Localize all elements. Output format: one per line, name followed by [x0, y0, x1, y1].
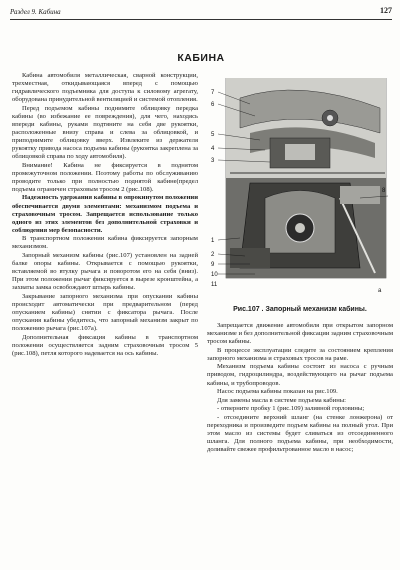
callout-label: 9	[211, 262, 215, 268]
callout-label: 5	[211, 132, 215, 138]
paragraph: В процессе эксплуатации следите за состоянием крепления запорного механизма и страховых тросов на раме.	[207, 346, 393, 362]
page-title: КАБИНА	[177, 52, 225, 64]
right-column	[207, 322, 393, 455]
list-item: - отверните пробку 1 (рис.109) заливной горловины;	[217, 405, 365, 413]
callout-label: 11	[211, 282, 218, 288]
callout-label: 1	[211, 238, 215, 244]
paragraph: Механизм подъема кабины состоит из насоса с ручным приводом, гидроцилиндра, воздействующего на рычаг подъема кабины, и трубопроводов.	[207, 363, 393, 387]
callout-label: 7	[211, 90, 215, 96]
left-column	[12, 72, 198, 358]
figure-caption: Рис.107 . Запорный механизм кабины.	[233, 306, 367, 313]
paragraph: Для замены масла в системе подъема кабины:	[217, 396, 346, 404]
callout-label: 4	[211, 146, 215, 152]
list-item: - отсоедините верхний шланг (на стенке лонжерона) от переходника и произведите подъем кабины на полный угол. При этом масло из системы будет сливаться из отсоединенного шланга. Для полного подъема кабины, при необходимости, доливайте свежее профильтрованное масло в насос;	[207, 414, 393, 454]
paragraph: Насос подъема кабины показан на рис.109.	[217, 388, 338, 396]
subfigure-label: а	[378, 288, 382, 294]
section-title: Раздел 9. Кабина	[10, 8, 61, 16]
callout-label: 10	[211, 272, 218, 278]
warning-paragraph: Внимание! Кабина не фиксируется в поднятом промежуточном положении. Поэтому работы по обслуживанию проводите только при полностью поднятой кабине(предел подъема ограничен страховым тросом 2 (рис.108).	[12, 161, 198, 193]
paragraph: Кабина автомобиля металлическая, сварной конструкции, трехместная, откидывающаяся вперед с помощью гидравлического подъемника для доступа к силовому агрегату, оборудована принудительной вентиляцией и системой отопления.	[12, 72, 198, 104]
running-header	[10, 6, 392, 20]
bold-paragraph: Надежность удержания кабины в опрокинутом положении обеспечивается двумя элементами: механизмом подъема и страховочным тросом. Запрещается использование только одного из этих элементов без дополнительной страховки и соблюдения мер безопасности.	[12, 194, 198, 234]
callout-label: 3	[211, 158, 215, 164]
paragraph: Закрывание запорного механизма при опускании кабины происходит автоматически при предварительном (перед опусканием кабины) снятии с фиксатора рычага. После опускания кабины убедитесь, что запорный механизм закрыт по положению рычага (рис.107а).	[12, 292, 198, 333]
paragraph: В транспортном положении кабина фиксируется запорным механизмом.	[12, 235, 198, 251]
page-number: 127	[380, 6, 392, 15]
paragraph: Перед подъемом кабины поднимите облицовку передка кабины (во избежание ее повреждения), для чего, находясь впереди кабины, руками подтяните на себя две рукоятки, расположенные внизу справа и слева за облицовкой, и приподнимите облицовку вверх. Извлеките из держателя рукоятку привода насоса подъема кабины (рукоятка закреплена за облицовкой справа по ходу автомобиля).	[12, 104, 198, 161]
callout-label: 6	[211, 102, 215, 108]
callout-label: 2	[211, 252, 215, 258]
callout-label: 8	[382, 188, 386, 194]
paragraph: Запрещается движение автомобиля при открытом запорном механизме и без дополнительной фиксации задним страховочным тросом кабины.	[207, 322, 393, 346]
paragraph: Дополнительная фиксация кабины в транспортном положении осуществляется задним страховочным тросом 5 (рис.108), петля которого надевается на ось кабины.	[12, 333, 198, 357]
paragraph: Запорный механизм кабины (рис.107) установлен на задней балке опоры кабины. Открывается с помощью рукоятки, вставляемой во втулку рычага и поворотом его на себя (вниз). При этом положении рычаг фиксируется в вырезе кронштейна, а захваты замка освобождают штырь кабины.	[12, 252, 198, 292]
lock-mechanism-drawing	[210, 78, 390, 300]
lock-mechanism-figure	[210, 78, 390, 300]
